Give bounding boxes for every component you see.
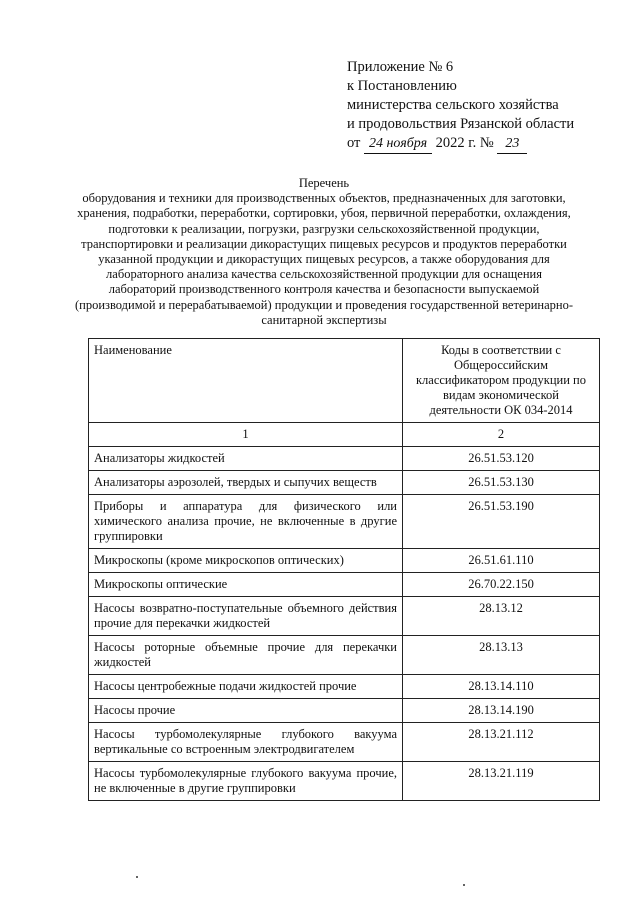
column-header-code: Коды в соответствии с Общероссийским классификатором продукции по видам экономической деятельности ОК 034-2014 [403, 339, 600, 423]
column-header-name: Наименование [89, 339, 403, 423]
handwritten-number: 23 [497, 134, 527, 154]
equipment-table [88, 338, 600, 801]
column-number-row [89, 423, 600, 447]
document-title [74, 176, 574, 328]
table-row [89, 471, 600, 495]
table-row [89, 447, 600, 471]
item-code: 26.51.61.110 [403, 549, 600, 573]
item-code: 28.13.14.190 [403, 699, 600, 723]
table-row [89, 636, 600, 675]
item-code: 26.51.53.120 [403, 447, 600, 471]
item-name: Насосы роторные объемные прочие для перекачки жидкостей [89, 636, 403, 675]
table-row [89, 699, 600, 723]
item-name: Насосы турбомолекулярные глубокого вакуума прочие, не включенные в другие группировки [89, 762, 403, 801]
title-body: оборудования и техники для производственных объектов, предназначенных для заготовки, хранения, подработки, переработки, сортировки, убоя, первичной переработки, охлаждения, подготовки к реализации, погрузки, разгрузки сельскохозяйственной продукции, транспортировки и реализации дикорастущих пищевых ресурсов и продуктов переработки указанной продукции и дикорастущих пищевых ресурсов, а также оборудования для лабораторного анализа качества сельскохозяйственной продукции для оснащения лабораторий производственного контроля качества и безопасности выпускаемой (производимой и перерабатываемой) продукции и проведения государственной ветеринарно-санитарной экспертизы [75, 191, 573, 327]
appendix-header [347, 58, 574, 154]
item-code: 26.51.53.130 [403, 471, 600, 495]
date-prefix: от [347, 135, 361, 151]
title-heading: Перечень [298, 176, 350, 190]
item-code: 28.13.13 [403, 636, 600, 675]
table-row [89, 549, 600, 573]
item-name: Насосы прочие [89, 699, 403, 723]
item-code: 26.51.53.190 [403, 495, 600, 549]
table-row [89, 573, 600, 597]
item-code: 26.70.22.150 [403, 573, 600, 597]
resolution-date-line [347, 134, 574, 154]
item-code: 28.13.14.110 [403, 675, 600, 699]
scan-speck [463, 884, 465, 886]
item-name: Анализаторы жидкостей [89, 447, 403, 471]
item-name: Приборы и аппаратура для физического или химического анализа прочие, не включенные в другие группировки [89, 495, 403, 549]
table-row [89, 762, 600, 801]
scan-speck [136, 876, 138, 878]
item-name: Насосы возвратно-поступательные объемного действия прочие для перекачки жидкостей [89, 597, 403, 636]
appendix-number: Приложение № 6 [347, 59, 454, 75]
ministry-name: министерства сельского хозяйства [347, 97, 559, 113]
resolution-year: 2022 г. № [435, 135, 494, 151]
item-name: Микроскопы (кроме микроскопов оптических) [89, 549, 403, 573]
item-name: Насосы турбомолекулярные глубокого вакуума вертикальные со встроенным электродвигателем [89, 723, 403, 762]
item-name: Анализаторы аэрозолей, твердых и сыпучих веществ [89, 471, 403, 495]
column-number-1: 1 [89, 423, 403, 447]
item-name: Насосы центробежные подачи жидкостей прочие [89, 675, 403, 699]
handwritten-date: 24 ноября [364, 134, 432, 154]
table-header-row [89, 339, 600, 423]
item-code: 28.13.21.119 [403, 762, 600, 801]
item-name: Микроскопы оптические [89, 573, 403, 597]
table-row [89, 723, 600, 762]
item-code: 28.13.21.112 [403, 723, 600, 762]
table-row [89, 675, 600, 699]
table-row [89, 495, 600, 549]
ministry-name-cont: и продовольствия Рязанской области [347, 116, 575, 132]
table-row [89, 597, 600, 636]
item-code: 28.13.12 [403, 597, 600, 636]
resolution-reference: к Постановлению [347, 78, 457, 94]
column-number-2: 2 [403, 423, 600, 447]
